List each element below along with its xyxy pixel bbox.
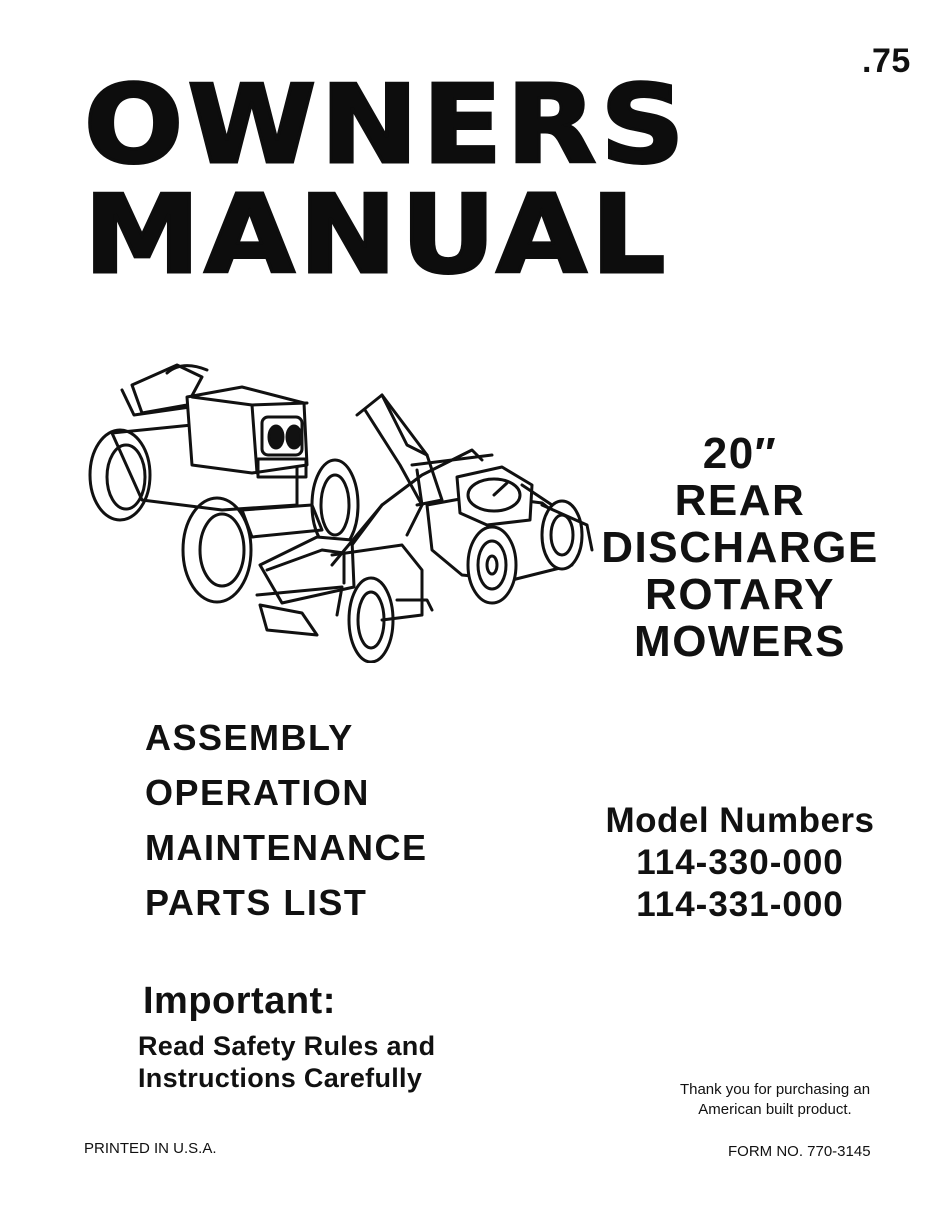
product-line: REAR xyxy=(674,476,806,526)
thank-you-note xyxy=(640,1080,910,1120)
title-owners: OWNERS xyxy=(84,63,689,188)
price: .75 xyxy=(862,42,911,80)
product-description xyxy=(590,430,890,665)
important-line: Read Safety Rules and xyxy=(138,1031,436,1061)
lawn-equipment-illustration xyxy=(82,355,594,663)
thanks-line: American built product. xyxy=(698,1101,852,1118)
model-numbers-label: Model Numbers xyxy=(605,801,875,840)
printed-in: PRINTED IN U.S.A. xyxy=(84,1140,217,1157)
important-heading: Important: xyxy=(143,980,336,1022)
contents-item: PARTS LIST xyxy=(145,882,368,923)
product-line: ROTARY xyxy=(645,570,835,620)
product-size: 20″ xyxy=(702,429,778,478)
contents-item: MAINTENANCE xyxy=(145,827,428,868)
contents-item: OPERATION xyxy=(145,772,370,813)
important-line: Instructions Carefully xyxy=(138,1063,423,1093)
manual-contents xyxy=(145,714,428,934)
contents-item: ASSEMBLY xyxy=(145,717,354,758)
product-line: DISCHARGE xyxy=(601,523,879,573)
form-number: FORM NO. 770-3145 xyxy=(728,1143,871,1160)
model-number: 114-331-000 xyxy=(636,885,844,924)
product-line: MOWERS xyxy=(634,617,846,667)
title-manual: MANUAL xyxy=(84,173,670,298)
thanks-line: Thank you for purchasing an xyxy=(679,1081,871,1098)
important-note xyxy=(138,1030,435,1094)
model-number: 114-330-000 xyxy=(636,843,844,882)
model-numbers xyxy=(592,800,888,926)
